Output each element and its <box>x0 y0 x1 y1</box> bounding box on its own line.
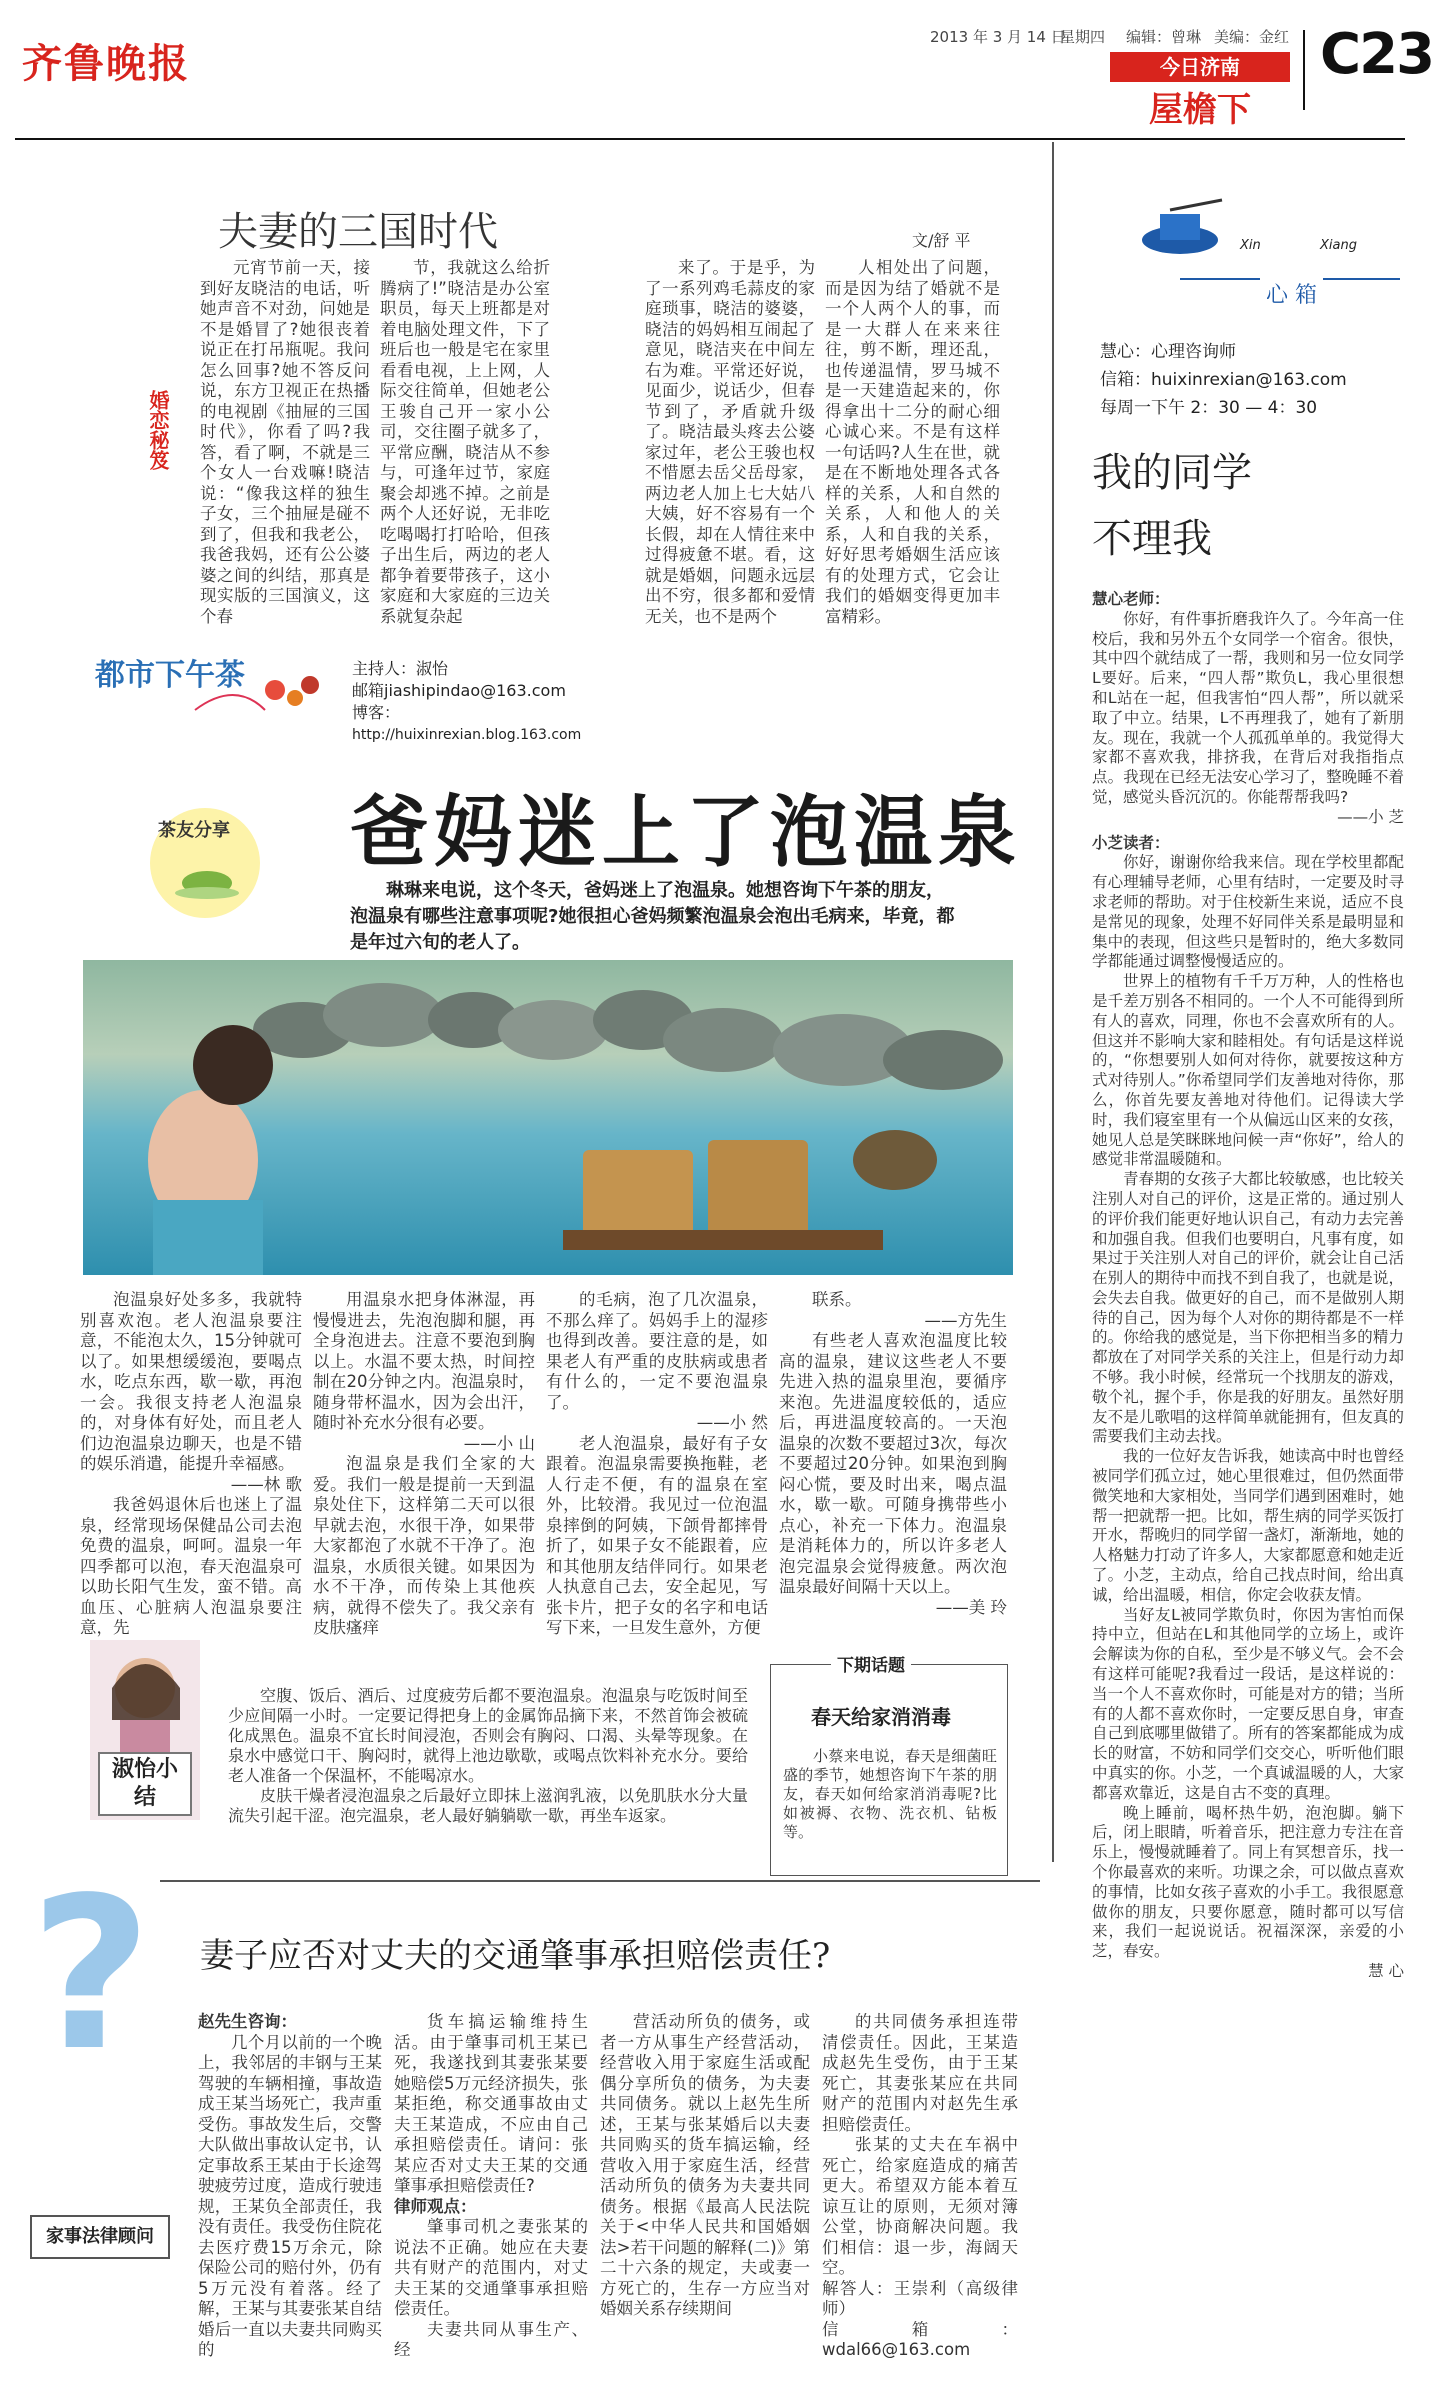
law-mail[interactable]: 信箱：wdal66@163.com <box>822 2319 1018 2359</box>
counselor-mail[interactable]: 信箱：huixinrexian@163.com <box>1100 370 1347 390</box>
masthead-divider <box>1303 30 1305 110</box>
next-topic-body: 小蔡来电说，春天是细菌旺盛的季节，她想咨询下午茶的朋友，春天如何给家消消毒呢?比如被褥、衣物、洗衣机、钻板等。 <box>783 1747 997 1841</box>
host-blog[interactable]: http://huixinrexian.blog.163.com <box>352 727 582 743</box>
main-col1: 泡温泉好处多多，我就特别喜欢泡。老人泡温泉要注意，不能泡太久，15分钟就可以了。如果想缓缓泡，要喝点水，吃点东西，歇一歇，再泡一会。我很支持老人泡温泉的，对身体有好处，而且老人们边泡温泉边聊天，也是不错的娱乐消遣，能提升幸福感。 ——林 歌 我爸妈退休后也迷上了温泉，经常现场保健品公司去泡免费的温泉，呵呵。温泉一年四季都可以泡，春天泡温泉可以助长阳气生发，蛮不错。高血压、心脏病人泡温泉要注意，先 <box>80 1290 302 1637</box>
host-name: 主持人：淑怡 <box>352 659 449 678</box>
law-label: 家事法律顾问 <box>30 2215 170 2259</box>
story1-tag: 婚恋秘笈 <box>146 390 170 470</box>
story1-title: 夫妻的三国时代 <box>218 209 498 255</box>
story1-col2: 节，我就这么给折腾病了!”晓洁是办公室职员，每天上班都是对着电脑处理文件，下了班后也一般是宅在家里看看电视，上上网，人际交往简单，但她老公王骏自己开一家小公司，交往圈子就多了，平常应酬，晓洁从不参与，可逢年过节，家庭聚会却逃不掉。之前是两个人还好说，无非吃吃喝喝打打哈哈，但孩子出生后，两边的老人都争着要带孩子，这小家庭和大家庭的三边关系就复杂起 <box>380 258 550 626</box>
right-column-rule <box>1052 142 1054 1862</box>
xinxiang-latin2: Xiang <box>1320 238 1357 253</box>
editor-credit: 编辑：曾琳 <box>1126 28 1202 46</box>
sign-fang: ——方先生 <box>924 1310 1007 1330</box>
letter-sign: ——小 芝 <box>1337 807 1404 826</box>
sign-xiaoran: ——小 然 <box>696 1413 768 1432</box>
section-ribbon: 今日济南 <box>1110 52 1290 82</box>
law-col2: 货车搞运输维持生活。由于肇事司机王某已死，我遂找到其妻张某要她赔偿5万元经济损失，张某拒绝，称交通事故由丈夫王某造成，不应由自己承担赔偿责任。请问：张某应否对丈夫王某的交通肇事承担赔偿责任? 律师观点： 肇事司机之妻张某的说法不正确。她应在夫妻共有财产的范围内，对丈夫王某的交通肇事承担赔偿责任。 夫妻共同从事生产、经 <box>394 2012 588 2359</box>
story1-col1: 元宵节前一天，接到好友晓洁的电话，听她声音不对劲，问她是不是婚冒了?她很丧着说正在打吊瓶呢。我问怎么回事?她不答反问说，东方卫视正在热播的电视剧《抽屉的三国时代》，你看了吗?我答，看了啊，不就是三个女人一台戏嘛!晓洁说：“像我这样的独生子女，三个抽屉是碰不到了，但我和我老公，我爸我妈，还有公公婆婆之间的纠结，那真是现实版的三国演义，这个春 <box>200 258 370 626</box>
letter-body: 慧心老师： 你好，有件事折磨我许久了。今年高一住校后，我和另外五个女同学一个宿舍。很快，其中四个就结成了一帮，我则和另一位女同学L要好。后来，“四人帮”欺负L，我心里很想和L站在一起，但我害怕“四人帮”，所以就采取了中立。结果，L不再理我了，她有了新朋友。现在，我就一个人孤孤单单的。我觉得大家都不喜欢我，排挤我，在背后对我指指点点。我现在已经无法安心学习了，整晚睡不着觉，感觉头昏沉沉的。你能帮帮我吗? ——小 芝 小芝读者： 你好，谢谢你给我来信。现在学校里都配有心理辅导老师，心里有结时，一定要及时寻求老师的帮助。对于住校新生来说，适应不良是常见的现象，处理不好同伴关系是最明显和集中的表现，但这些只是暂时的，绝大多数同学都能通过调整慢慢适应的。 世界上的植物有千千万万种，人的性格也是千差万别各不相同的。一个人不可能得到所有人的喜欢，同理，你也不会喜欢所有的人。但这并不影响大家和睦相处。有句话是这样说的，“你想要别人如何对待你，就要按这种方式对待别人。”你希望同学们友善地对待你，那么，你首先要友善地对待他们。记得读大学时，我们寝室里有一个从偏远山区来的女孩，她见人总是笑眯眯地问候一声“你好”，给人的感觉非常温暖随和。 青春期的女孩子大都比较敏感，也比较关注别人对自己的评价，这是正常的。通过别人的评价我们能更好地认识自己，有动力去完善和加强自我。但我们也要明白，凡事有度，如果过于关注别人对自己的评价，就会让自己活在别人的期待中而找不到自我了，也就是说，会失去自我。做更好的自己，而不是做别人期待的自己，因为每个人对你的期待都是不一样的。你给我的感觉是，当下你把相当多的精力都放在了对同学关系的关注上，但是行动力却不够。我小时候，经常玩一个找朋友的游戏，敬个礼，握个手，你是我的好朋友。虽然好朋友不是儿歌唱的这样简单就能拥有，但友真的需要我们主动去找。 我的一位好友告诉我，她读高中时也曾经被同学们孤立过，她心里很难过，但仍然面带微笑地和大家相处，当同学们遇到困难时，她帮一把就帮一把。比如，帮生病的同学买饭打开水，帮晚归的同学留一盏灯，渐渐地，她的人格魅力打动了许多人，大家都愿意和她走近了。小芝，主动点，给自己找点时间，给出真诚，给出温暖，相信，你定会收获友情。 当好友L被同学欺负时，你因为害怕而保持中立，但站在L和其他同学的立场上，或许会解读为你的自私，至少是不够义气。会不会有这样可能呢?我看过一段话，是这样说的：当一个人不喜欢你时，可能是对方的错；当所有的人都不喜欢你时，一定要反思自身，审查自己到底哪里做错了。所有的答案都能成为成长的财富，不妨和同学们交交心，听听他们眼中真实的你。小芝，一个真诚温暖的人，大家都喜欢靠近，这是自古不变的真理。 晚上睡前，喝杯热牛奶，泡泡脚。躺下后，闭上眼睛，听着音乐，把注意力专注在音乐上，慢慢就睡着了。同上有冥想音乐，找一个你最喜欢的来听。功课之余，可以做点喜欢的事情，比如女孩子喜欢的小手工。我很愿意做你的朋友，只要你愿意，随时都可以写信来，我们一起说说话。祝福深深，亲爱的小芝，春安。 慧 心 <box>1092 590 1404 1980</box>
law-greeting: 赵先生咨询： <box>198 2012 297 2031</box>
law-col4: 的共同债务承担连带清偿责任。因此，王某造成赵先生受伤，由于王某死亡，其妻张某应在共同财产的范围内对赵先生承担赔偿责任。 张某的丈夫在车祸中死亡，给家庭造成的痛苦更大。希望双方能本着互谅互让的原则，无须对簿公堂，协商解决问题。我们相信：退一步，海阔天空。 解答人：王崇利（高级律师） 信箱：wdal66@163.com <box>822 2012 1018 2359</box>
tea-share-label: 茶友分享 <box>158 820 230 841</box>
next-topic-label: 下期话题 <box>831 1651 911 1676</box>
next-topic-box <box>770 1656 1008 1876</box>
letter-greeting: 慧心老师： <box>1092 590 1170 608</box>
top-rule <box>15 138 1405 140</box>
letter-title-line1: 我的同学 <box>1092 450 1252 496</box>
counselor-hours: 每周一下午 2：30 — 4：30 <box>1100 398 1318 418</box>
brand-text: 都市下午茶 <box>95 658 245 693</box>
xinxiang-name: 心 箱 <box>1260 278 1323 309</box>
host-info <box>352 658 581 746</box>
story1-author: 文/舒 平 <box>912 231 971 250</box>
main-col2: 用温泉水把身体淋湿，再慢慢进去，先泡泡脚和腿，再全身泡进去。注意不要泡到胸以上。水温不要太热，时间控制在20分钟之内。泡温泉时，随身带杯温水，因为会出汗，随时补充水分很有必要。 ——小 山 泡温泉是我们全家的大爱。我们一般是提前一天到温泉处住下，这样第二天可以很早就去泡，水很干净，如果带大家都泡了水就不干净了。泡温泉，水质很关键。如果因为水不干净，而传染上其他疾病，就得不偿失了。我父亲有皮肤瘙痒 <box>313 1290 535 1637</box>
story1-col4: 人相处出了问题，而是因为结了婚就不是一个人两个人的事，而是一大群人在来来往往，剪不断，理还乱，也传递温情，罗马城不是一天建造起来的，你得拿出十二分的耐心细心诚心来。不是有这样一句话吗?人生在世，就是在不断地处理各式各样的关系，人和自然的关系，人和他人的关系，人和自我的关系，好好思考婚姻生活应该有的处理方式，它会让我们的婚姻变得更加丰富精彩。 <box>825 258 1000 626</box>
letter-title <box>1092 440 1252 572</box>
law-answerer: 解答人：王崇利（高级律师） <box>822 2278 1018 2318</box>
issue-date: 2013 年 3 月 14 日 <box>930 28 1066 46</box>
sign-xiaoshan: ——小 山 <box>463 1433 535 1453</box>
reply-greeting: 小芝读者： <box>1092 833 1170 852</box>
summary-label: 淑怡小结 <box>98 1752 192 1816</box>
hot-spring-photo <box>83 960 1013 1275</box>
xinxiang-logo <box>1140 200 1400 310</box>
law-col3: 营活动所负的债务，或者一方从事生产经营活动，经营收入用于家庭生活或配偶分享所负的债务，为夫妻共同债务。就以上赵先生所述，王某与张某婚后以夫妻共同购买的货车搞运输，经营收入用于家庭生活，经营活动所负的债务为夫妻共同债务。根据《最高人民法院关于<中华人民共和国婚姻法>若干问题的解释(二)》第二十六条的规定，夫或妻一方死亡的，生存一方应当对婚姻关系存续期间 <box>600 2012 810 2318</box>
hot-spring-illustration <box>83 960 1013 1275</box>
inkpen-icon <box>1140 200 1230 260</box>
main-col3: 的毛病，泡了几次温泉，不那么痒了。妈妈手上的湿疹也得到改善。要注意的是，如果老人有严重的皮肤病或患者有什么的，一定不要泡温泉了。 ——小 然 老人泡温泉，最好有子女跟着。泡温泉需要换拖鞋，老人行走不便，有的温泉在室外，比较滑。我见过一位泡温泉摔倒的阿姨，下颌骨都摔骨折了，如果子女不能跟着，应和其他朋友结伴同行。如果老人执意自己去，安全起见，写张卡片，把子女的名字和电话写下来，一旦发生意外，方便 <box>546 1290 768 1637</box>
question-mark-icon: ? <box>30 1852 152 2097</box>
counselor: 慧心：心理咨询师 <box>1100 342 1236 362</box>
host-blog-label: 博客： <box>352 703 401 722</box>
story1-col3: 来了。于是乎，为了一系列鸡毛蒜皮的家庭琐事，晓洁的婆婆，晓洁的妈妈相互闹起了意见，晓洁夹在中间左右为难。平常还好说，见面少，说话少，但春节到了，矛盾就升级了。晓洁最头疼去公婆家过年，老公王骏也权不惜愿去岳父岳母家，两边老人加上七大姑八大姨，好不容易有一个长假，却在人情往来中过得疲惫不堪。看，这就是婚姻，问题永远层出不穷，很多都和爱情无关，也不是两个 <box>645 258 815 626</box>
host-email[interactable]: 邮箱jiashipindao@163.com <box>352 681 566 700</box>
xinxiang-latin1: Xin <box>1240 238 1261 253</box>
designer-credit: 美编：金红 <box>1214 28 1290 46</box>
issue-weekday: 星期四 <box>1060 28 1106 46</box>
afternoon-tea-logo <box>95 650 335 740</box>
law-top-rule <box>160 1880 1040 1882</box>
main-intro: 琳琳来电说，这个冬天，爸妈迷上了泡温泉。她想咨询下午茶的朋友，泡温泉有哪些注意事项呢?她很担心爸妈频繁泡温泉会泡出毛病来，毕竟，都是年过六旬的老人了。 <box>350 880 955 953</box>
next-topic-title: 春天给家消消毒 <box>811 1705 951 1729</box>
law-title: 妻子应否对丈夫的交通肇事承担赔偿责任? <box>200 1936 831 1976</box>
woman-portrait-icon <box>90 1640 200 1760</box>
page-number: C23 <box>1320 22 1433 87</box>
tea-share-badge <box>150 808 260 918</box>
summary-portrait <box>90 1640 200 1820</box>
column-name: 屋檐下 <box>1149 90 1251 130</box>
letter-title-line2: 不理我 <box>1092 516 1212 562</box>
teacup-icon <box>172 853 242 903</box>
summary-text: 空腹、饭后、酒后、过度疲劳后都不要泡温泉。泡温泉与吃饭时间至少应间隔一小时。一定要记得把身上的金属饰品摘下来，不然首饰会被硫化成黑色。温泉不宜长时间浸泡，否则会有胸闷、口渴、头晕等现象。在泉水中感觉口干、胸闷时，就得上池边歇歇，或喝点饮料补充水分。要给老人准备一个保温杯，不能喝凉水。 皮肤干燥者浸泡温泉之后最好立即抹上滋润乳液，以免肌肤水分大量流失引起干涩。泡完温泉，老人最好躺躺歇一歇，再坐车返家。 <box>228 1686 748 1825</box>
main-title: 爸妈迷上了泡温泉 <box>350 787 1023 878</box>
law-col1: 赵先生咨询： 几个月以前的一个晚上，我邻居的丰钢与王某驾驶的车辆相撞，事故造成王某当场死亡，我声重受伤。事故发生后，交警大队做出事故认定书，认定事故系王某由于长途驾驶疲劳过度，造成行驶违规，王某负全部责任，我没有责任。我受伤住院花去医疗费15万余元，除保险公司的赔付外，仍有5万元没有着落。经了解，王某与其妻张某自结婚后一直以夫妻共同购买的 <box>198 2012 382 2359</box>
masthead-logo: 齐鲁晚报 <box>22 40 190 87</box>
sign-lin: ——林 歌 <box>230 1474 302 1494</box>
main-col4: 联系。 ——方先生 有些老人喜欢泡温度比较高的温泉，建议这些老人不要先进入热的温泉里泡，要循序来泡。先进温度较低的，适应后，再进温度较高的。一天泡温泉的次数不要超过3次，每次不要超过20分钟。如果泡到胸闷心慌，要及时出来，喝点温水，歇一歇。可随身携带些小点心，补充一下体力。泡温泉是消耗体力的，所以许多老人泡完温泉会觉得疲惫。两次泡温泉最好间隔十天以上。 ——美 玲 <box>779 1290 1007 1617</box>
sign-meiling: ——美 玲 <box>935 1597 1007 1617</box>
reply-sign: 慧 心 <box>1368 1961 1404 1980</box>
xinxiang-info <box>1100 338 1347 422</box>
lawyer-opinion-label: 律师观点： <box>394 2196 477 2216</box>
